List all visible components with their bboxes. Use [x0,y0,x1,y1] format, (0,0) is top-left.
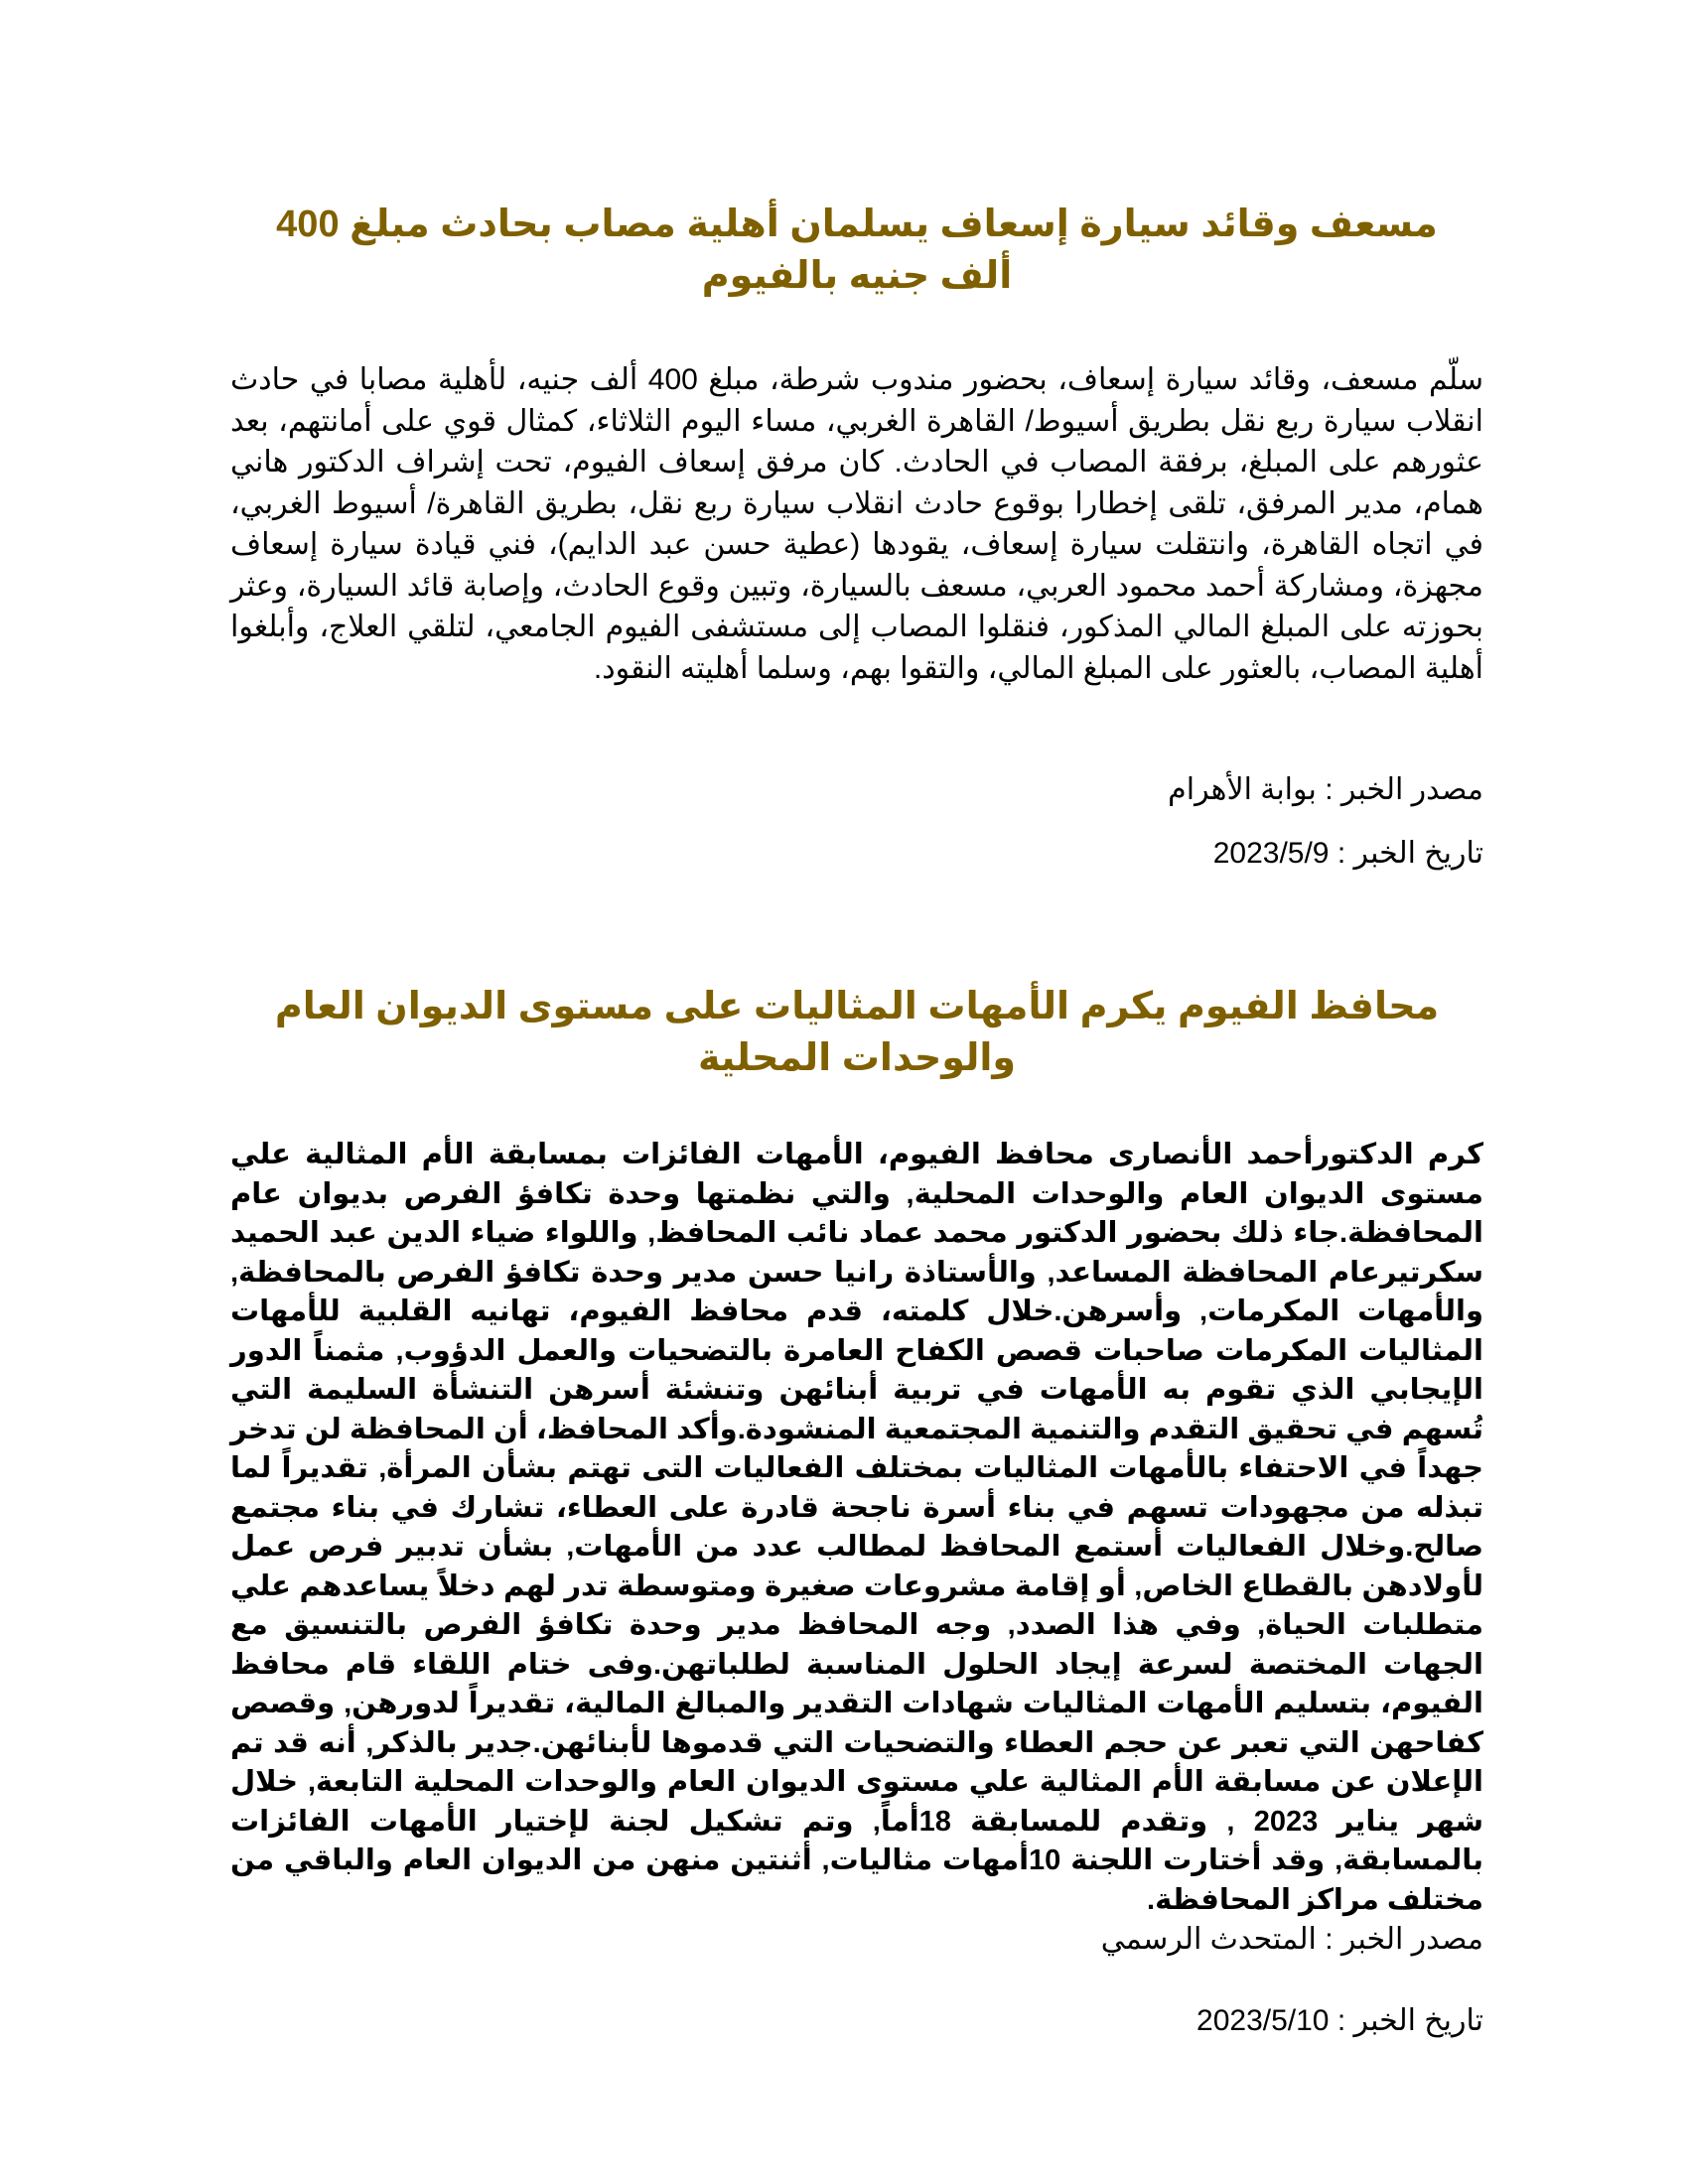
article-date [230,2001,1483,2041]
source-label: مصدر الخبر [1340,1923,1483,1956]
source-value: المتحدث الرسمي [1100,1923,1317,1956]
article-title: مسعف وقائد سيارة إسعاف يسلمان أهلية مصاب بحادث مبلغ 400 ألف جنيه بالفيوم [276,204,1438,297]
news-article [230,199,1483,870]
article-body: سلّم مسعف، وقائد سيارة إسعاف، بحضور مندوب شرطة، مبلغ 400 ألف جنيه، لأهلية مصابا في حادث انقلاب سيارة ربع نقل بطريق أسيوط/ القاهرة الغربي، مساء اليوم الثلاثاء، كمثال قوي على أمانتهم، بعد عثورهم على المبلغ، برفقة المصاب في الحادث. كان مرفق إسعاف الفيوم، تحت إشراف الدكتور هاني همام، مدير المرفق، تلقى إخطارا بوقوع حادث انقلاب سيارة ربع نقل، بطريق القاهرة/ أسيوط الغربي، في اتجاه القاهرة، وانتقلت سيارة إسعاف، يقودها (عطية حسن عبد الدايم)، فني قيادة سيارة إسعاف مجهزة، ومشاركة أحمد محمود العربي، مسعف بالسيارة، وتبين وقوع الحادث، وإصابة قائد السيارة، وعثر بحوزته على المبلغ المالي المذكور، فنقلوا المصاب إلى مستشفى الفيوم الجامعي، لتلقي العلاج، وأبلغوا أهلية المصاب، بالعثور على المبلغ المالي، والتقوا بهم، وسلما أهليته النقود. [230,363,1483,685]
date-value: 2023/5/10 [1196,2004,1330,2037]
article-title: محافظ الفيوم يكرم الأمهات المثاليات على مستوى الديوان العام والوحدات المحلية [274,986,1440,1079]
date-label: تاريخ الخبر [1353,837,1483,870]
article-source [1168,770,1483,810]
source-label: مصدر الخبر [1340,773,1483,806]
separator: : [1325,773,1334,806]
news-article [230,981,1483,2041]
separator: : [1325,1923,1334,1956]
separator: : [1336,837,1346,870]
date-value: 2023/5/9 [1212,837,1330,870]
article-body: كرم الدكتورأحمد الأنصارى محافظ الفيوم، الأمهات الفائزات بمسابقة الأم المثالية علي مستوى الديوان العام والوحدات المحلية, والتي نظمتها وحدة تكافؤ الفرص بديوان عام المحافظة.جاء ذلك بحضور الدكتور محمد عماد نائب المحافظ, واللواء ضياء الدين عبد الحميد سكرتيرعام المحافظة المساعد, والأستاذة رانيا حسن مدير وحدة تكافؤ الفرص بالمحافظة, والأمهات المكرمات, وأسرهن.خلال كلمته، قدم محافظ الفيوم، تهانيه القلبية للأمهات المثاليات المكرمات صاحبات قصص الكفاح العامرة بالتضحيات والعمل الدؤوب, مثمناً الدور الإيجابي الذي تقوم به الأمهات في تربية أبنائهن وتنشئة أسرهن التنشأة السليمة التي تُسهم في تحقيق التقدم والتنمية المجتمعية المنشودة.وأكد المحافظ، أن المحافظة لن تدخر جهداً في الاحتفاء بالأمهات المثاليات بمختلف الفعاليات التى تهتم بشأن المرأة, تقديراً لما تبذله من مجهودات تسهم في بناء أسرة ناجحة قادرة على العطاء، تشارك في بناء مجتمع صالح.وخلال الفعاليات أستمع المحافظ لمطالب عدد من الأمهات, بشأن تدبير فرص عمل لأولادهن بالقطاع الخاص, أو إقامة مشروعات صغيرة ومتوسطة تدر لهم دخلاً يساعدهم علي متطلبات الحياة, وفي هذا الصدد, وجه المحافظ مدير وحدة تكافؤ الفرص بالتنسيق مع الجهات المختصة لسرعة إيجاد الحلول المناسبة لطلباتهن.وفى ختام اللقاء قام محافظ الفيوم، بتسليم الأمهات المثاليات شهادات التقدير والمبالغ المالية، تقديراً لدورهن, وقصص كفاحهن التي تعبر عن حجم العطاء والتضحيات التي قدموها لأبنائهن.جدير بالذكر, أنه قد تم الإعلان عن مسابقة الأم المثالية علي مستوى الديوان العام والوحدات المحلية التابعة, خلال شهر يناير 2023 , وتقدم للمسابقة 18أماً, وتم تشكيل لجنة لإختيار الأمهات الفائزات بالمسابقة, وقد أختارت اللجنة 10أمهات مثاليات, أثنتين منهن من الديوان العام والباقي من مختلف مراكز المحافظة. [230,1139,1483,1916]
article-source [230,1920,1483,1960]
date-label: تاريخ الخبر [1353,2004,1483,2037]
separator: : [1336,2004,1346,2037]
article-date [1213,834,1483,874]
source-value: بوابة الأهرام [1168,773,1317,806]
